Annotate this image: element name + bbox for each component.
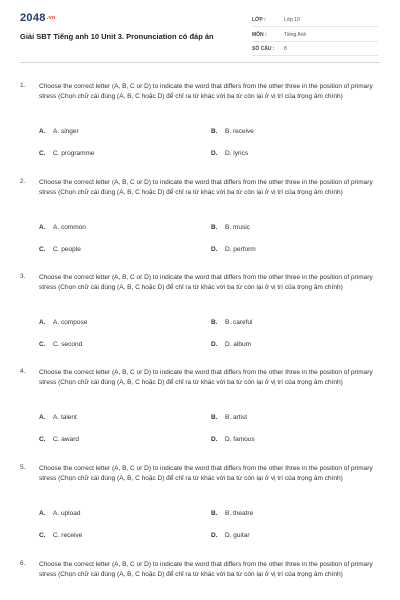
logo-tld: .vn [46,15,56,21]
option-letter: B. [211,128,218,135]
option-letter: C. [39,532,46,539]
question-number: 4. [20,368,26,375]
option-letter: A. [39,414,46,421]
option-letter: C. [39,341,46,348]
meta-class-row [252,15,378,27]
option-text: D. guitar [225,532,250,539]
option-a[interactable] [39,128,79,135]
option-c[interactable] [39,246,81,253]
question-6 [20,560,380,600]
option-letter: B. [211,224,218,231]
meta-class-value: Lớp 10 [284,17,300,23]
option-text: A. singer [53,128,79,135]
question-2 [20,178,380,268]
option-letter: B. [211,414,218,421]
question-text: Choose the correct letter (A, B, C or D) to indicate the word that differs from the other three in the position of primary stress (Chọn chữ cái đúng (A, B, C hoặc D) để chỉ ra từ khác với ba từ còn lại ở vị trí của trọng âm chính) [39,179,373,196]
site-logo[interactable] [20,12,56,24]
option-letter: A. [39,319,46,326]
option-text: D. perform [225,246,256,253]
option-d[interactable] [211,532,250,539]
question-1 [20,82,380,172]
option-letter: D. [211,436,218,443]
option-text: C. award [53,436,80,443]
logo-number: 2048 [20,12,46,24]
option-letter: B. [211,319,218,326]
option-text: B. music [225,224,250,231]
option-c[interactable] [39,341,82,348]
option-letter: C. [39,436,46,443]
option-text: D. album [225,341,252,348]
option-c[interactable] [39,532,82,539]
option-b[interactable] [211,128,254,135]
option-text: C. programme [53,150,95,157]
option-letter: D. [211,246,218,253]
option-b[interactable] [211,414,247,421]
option-text: A. compose [53,319,88,326]
question-4 [20,368,380,458]
option-a[interactable] [39,224,86,231]
option-text: C. people [53,246,81,253]
meta-count-row [252,44,378,56]
option-text: C. second [53,341,83,348]
option-letter: D. [211,532,218,539]
option-letter: D. [211,150,218,157]
option-text: D. famous [225,436,255,443]
option-d[interactable] [211,150,248,157]
document-header [0,0,400,65]
question-text: Choose the correct letter (A, B, C or D) to indicate the word that differs from the other three in the position of primary stress (Chọn chữ cái đúng (A, B, C hoặc D) để chỉ ra từ khác với ba từ còn lại ở vị trí của trọng âm chính) [39,274,373,291]
meta-subject-row [252,30,378,42]
option-a[interactable] [39,319,87,326]
question-number: 5. [20,464,26,471]
option-b[interactable] [211,224,250,231]
question-number: 3. [20,273,26,280]
option-d[interactable] [211,341,251,348]
option-d[interactable] [211,436,255,443]
question-5 [20,464,380,554]
option-text: B. careful [225,319,253,326]
meta-subject-label: MÔN : [252,32,267,38]
question-number: 1. [20,82,26,89]
option-b[interactable] [211,319,252,326]
option-text: A. talent [53,414,77,421]
option-letter: C. [39,246,46,253]
option-c[interactable] [39,150,95,157]
header-divider [20,62,380,63]
question-number: 2. [20,178,26,185]
option-a[interactable] [39,510,80,517]
question-text: Choose the correct letter (A, B, C or D) to indicate the word that differs from the other three in the position of primary stress (Chọn chữ cái đúng (A, B, C hoặc D) để chỉ ra từ khác với ba từ còn lại ở vị trí của trọng âm chính) [39,369,373,386]
option-letter: A. [39,510,46,517]
question-text: Choose the correct letter (A, B, C or D) to indicate the word that differs from the other three in the position of primary stress (Chọn chữ cái đúng (A, B, C hoặc D) để chỉ ra từ khác với ba từ còn lại ở vị trí của trọng âm chính) [39,83,373,100]
question-text: Choose the correct letter (A, B, C or D) to indicate the word that differs from the other three in the position of primary stress (Chọn chữ cái đúng (A, B, C hoặc D) để chỉ ra từ khác với ba từ còn lại ở vị trí của trọng âm chính) [39,561,373,578]
option-letter: A. [39,128,46,135]
option-text: C. receive [53,532,83,539]
option-letter: B. [211,510,218,517]
option-b[interactable] [211,510,253,517]
question-3 [20,273,380,363]
meta-class-label: LỚP : [252,17,266,23]
option-text: A. upload [53,510,81,517]
option-text: B. receive [225,128,254,135]
option-letter: C. [39,150,46,157]
option-letter: D. [211,341,218,348]
question-text: Choose the correct letter (A, B, C or D) to indicate the word that differs from the other three in the position of primary stress (Chọn chữ cái đúng (A, B, C hoặc D) để chỉ ra từ khác với ba từ còn lại ở vị trí của trọng âm chính) [39,465,373,482]
option-d[interactable] [211,246,256,253]
question-number: 6. [20,560,26,567]
option-text: B. theatre [225,510,254,517]
meta-count-label: SỐ CÂU : [252,46,275,52]
option-text: B. artist [225,414,248,421]
option-text: A. common [53,224,86,231]
option-c[interactable] [39,436,79,443]
option-letter: A. [39,224,46,231]
meta-subject-value: Tiếng Anh [284,32,307,38]
document-title: Giải SBT Tiếng anh 10 Unit 3. Pronunciation có đáp án [20,32,214,41]
option-a[interactable] [39,414,77,421]
option-text: D. lyrics [225,150,249,157]
meta-count-value: 8 [284,46,287,52]
